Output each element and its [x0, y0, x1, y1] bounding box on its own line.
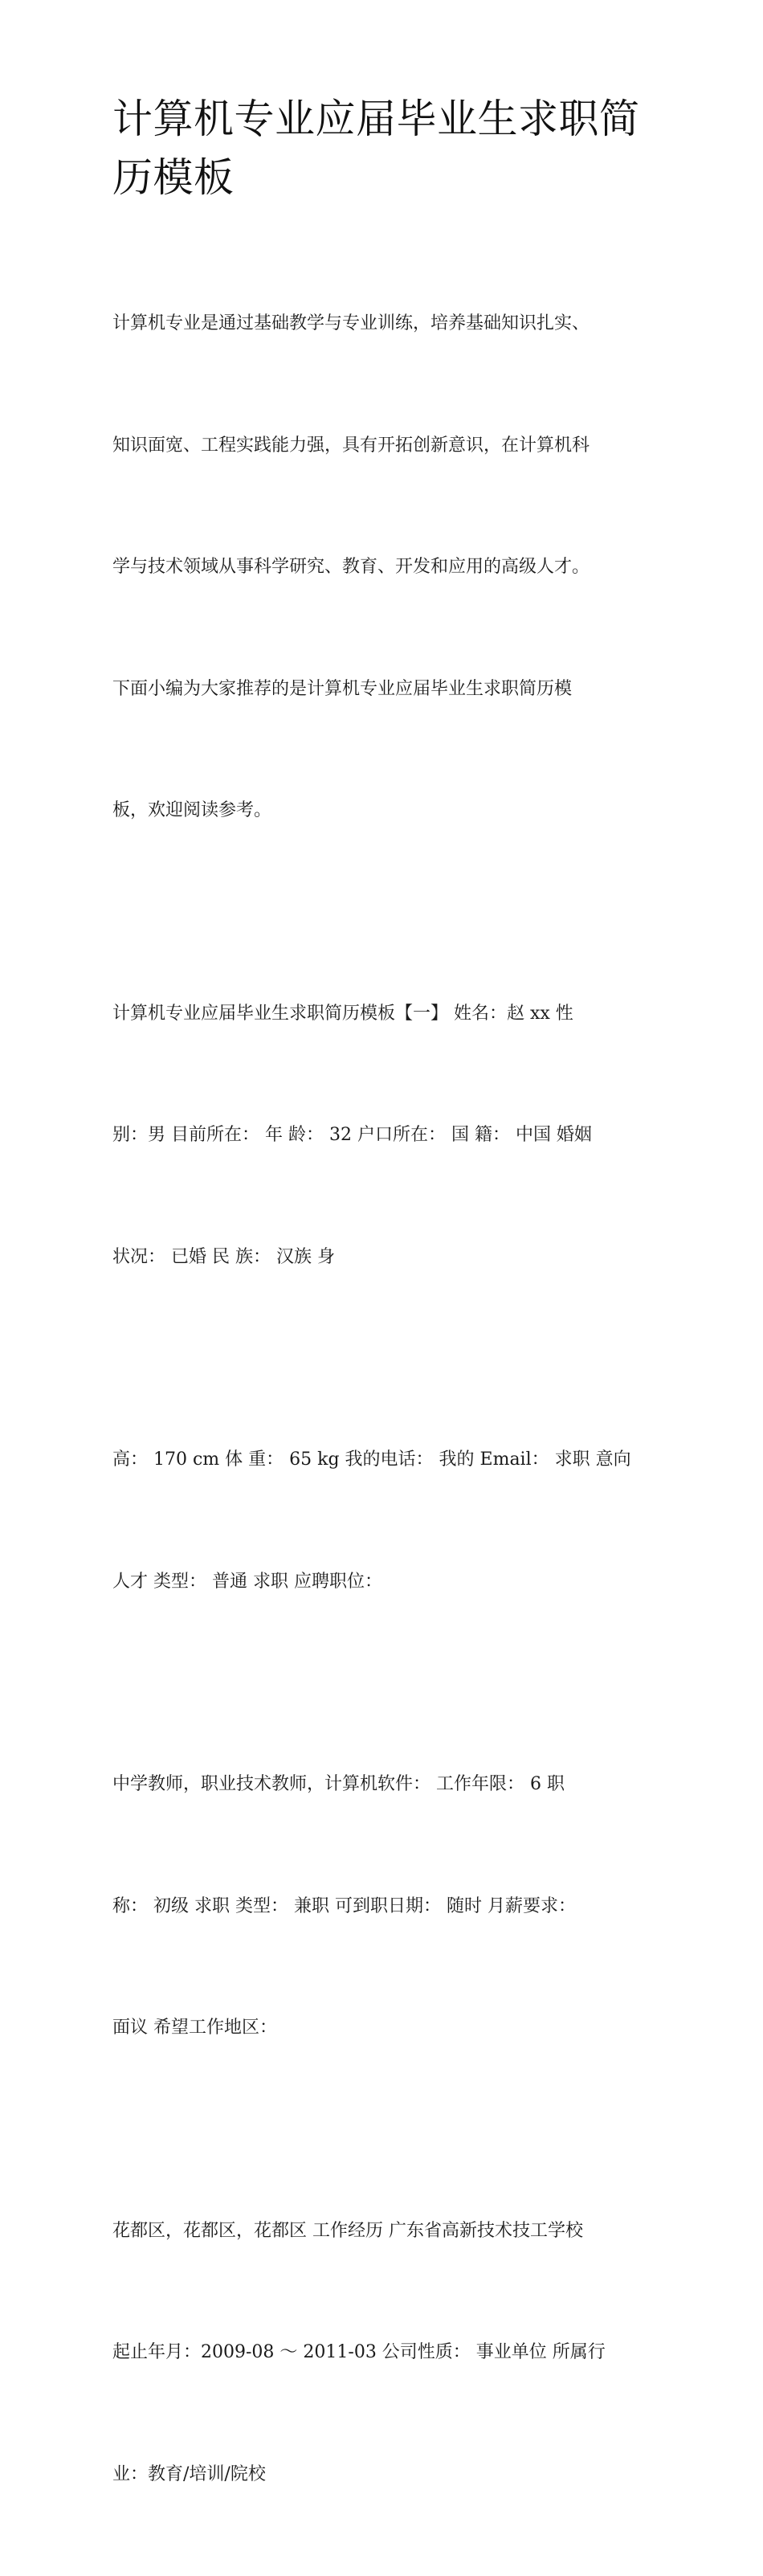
text-line: 计算机专业应届毕业生求职简历模板【一】 姓名：赵 xx 性	[112, 994, 659, 1035]
resume-work-experience-paragraph	[112, 2130, 659, 2576]
intro-paragraph	[112, 223, 659, 913]
resume-body-info-paragraph	[112, 1359, 659, 1683]
text-line: 花都区，花都区，花都区 工作经历 广东省高新技术技工学校	[112, 2211, 659, 2252]
text-line: 学与技术领域从事科学研究、教育、开发和应用的高级人才。	[112, 547, 659, 588]
text-line: 板，欢迎阅读参考。	[112, 791, 659, 832]
text-line: 状况： 已婚 民 族： 汉族 身	[112, 1237, 659, 1278]
text-line: 计算机专业是通过基础教学与专业训练，培养基础知识扎实、	[112, 304, 659, 345]
resume-job-intent-paragraph	[112, 1683, 659, 2130]
text-line: 起止年月：2009-08 ～ 2011-03 公司性质： 事业单位 所属行	[112, 2333, 659, 2374]
document-page	[0, 0, 763, 987]
title-line-1: 计算机专业应届毕业生求职简	[112, 90, 659, 149]
text-line: 别：男 目前所在： 年 龄： 32 户口所在： 国 籍： 中国 婚姻	[112, 1115, 659, 1156]
text-line: 称： 初级 求职 类型： 兼职 可到职日期： 随时 月薪要求：	[112, 1887, 659, 1928]
text-line: 下面小编为大家推荐的是计算机专业应届毕业生求职简历模	[112, 669, 659, 710]
document-body	[112, 223, 659, 2576]
text-line: 面议 希望工作地区：	[112, 2008, 659, 2049]
title-line-2: 历模板	[112, 149, 659, 207]
text-line: 业：教育/培训/院校	[112, 2455, 659, 2496]
text-line: 高： 170 cm 体 重： 65 kg 我的电话： 我的 Email： 求职 意向	[112, 1440, 659, 1481]
text-line: 中学教师，职业技术教师，计算机软件： 工作年限： 6 职	[112, 1764, 659, 1805]
text-line: 知识面宽、工程实践能力强，具有开拓创新意识，在计算机科	[112, 426, 659, 467]
resume-basic-info-paragraph	[112, 913, 659, 1360]
document-title	[112, 90, 659, 207]
text-line: 人才 类型： 普通 求职 应聘职位：	[112, 1562, 659, 1603]
